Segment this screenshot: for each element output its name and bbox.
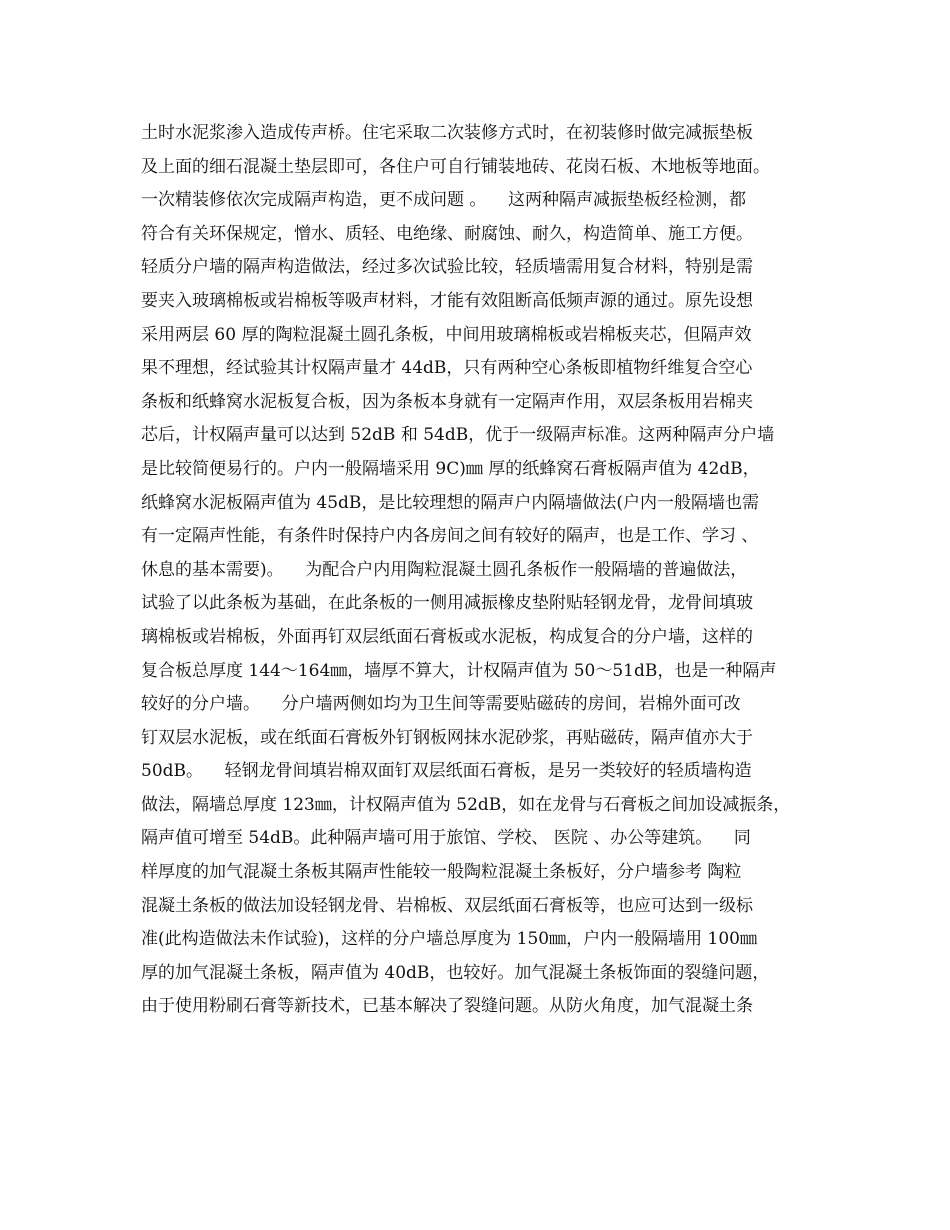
text-line: 复合板总厚度 144～164㎜，墙厚不算大，计权隔声值为 50～51dB，也是一种隔声 <box>141 660 777 681</box>
text-line: 试验了以此条板为基础，在此条板的一侧用减振橡皮垫附贴轻钢龙骨，龙骨间填玻 <box>141 593 753 614</box>
text-line: 钉双层水泥板，或在纸面石膏板外钉钢板网抹水泥砂浆，再贴磁砖，隔声值亦大于 <box>141 727 753 748</box>
text-line: 条板和纸蜂窝水泥板复合板，因为条板本身就有一定隔声作用，双层条板用岩棉夹 <box>141 391 753 412</box>
text-line: 及上面的细石混凝土垫层即可，各住户可自行铺装地砖、花岗石板、木地板等地面。 <box>141 156 770 177</box>
text-line: 璃棉板或岩棉板，外面再钉双层纸面石膏板或水泥板，构成复合的分户墙，这样的 <box>141 626 753 647</box>
text-line: 轻质分户墙的隔声构造做法，经过多次试验比较，轻质墙需用复合材料，特别是需 <box>141 257 753 278</box>
text-line: 符合有关环保规定，憎水、质轻、电绝缘、耐腐蚀、耐久，构造简单、施工方便。 <box>141 223 753 244</box>
text-line: 隔声值可增至 54dB。此种隔声墙可用于旅馆、学校、 医院 、办公等建筑。 同 <box>141 828 751 849</box>
text-line: 做法，隔墙总厚度 123㎜，计权隔声值为 52dB，如在龙骨与石膏板之间加设减振条， <box>141 794 791 815</box>
text-line: 准(此构造做法未作试验)，这样的分户墙总厚度为 150㎜，户内一般隔墙用 100㎜ <box>141 929 757 950</box>
text-line: 厚的加气混凝土条板，隔声值为 40dB，也较好。加气混凝土条板饰面的裂缝问题， <box>141 962 770 983</box>
text-line: 芯后，计权隔声量可以达到 52dB 和 54dB，优于一级隔声标准。这两种隔声分户墙 <box>141 425 775 446</box>
text-line: 一次精装修依次完成隔声构造，更不成问题 。 这两种隔声减振垫板经检测，都 <box>141 190 747 211</box>
text-line: 有一定隔声性能，有条件时保持户内各房间之间有较好的隔声，也是工作、学习 、 <box>141 526 759 547</box>
body-text <box>141 117 841 1024</box>
text-line: 采用两层 60 厚的陶粒混凝土圆孔条板，中间用玻璃棉板或岩棉板夹芯，但隔声效 <box>141 324 752 345</box>
text-line: 50dB。 轻钢龙骨间填岩棉双面钉双层纸面石膏板，是另一类较好的轻质墙构造 <box>141 761 752 782</box>
text-line: 混凝土条板的做法加设轻钢龙骨、岩棉板、双层纸面石膏板等，也应可达到一级标 <box>141 895 753 916</box>
text-line: 要夹入玻璃棉板或岩棉板等吸声材料，才能有效阻断高低频声源的通过。原先设想 <box>141 290 753 311</box>
text-line: 果不理想，经试验其计权隔声量才 44dB，只有两种空心条板即植物纤维复合空心 <box>141 358 753 379</box>
text-line: 休息的基本需要)。 为配合户内用陶粒混凝土圆孔条板作一般隔墙的普遍做法， <box>141 559 748 580</box>
text-line: 由于使用粉刷石膏等新技术，已基本解决了裂缝问题。从防火角度，加气混凝土条 <box>141 996 753 1017</box>
text-line: 是比较简便易行的。户内一般隔墙采用 9C)㎜ 厚的纸蜂窝石膏板隔声值为 42dB， <box>141 458 760 479</box>
text-line: 纸蜂窝水泥板隔声值为 45dB，是比较理想的隔声户内隔墙做法(户内一般隔墙也需 <box>141 492 760 513</box>
text-line: 土时水泥浆渗入造成传声桥。住宅采取二次装修方式时，在初装修时做完减振垫板 <box>141 123 753 143</box>
text-line: 样厚度的加气混凝土条板其隔声性能较一般陶粒混凝土条板好，分户墙参考 陶粒 <box>141 862 742 883</box>
text-line: 较好的分户墙。 分户墙两侧如均为卫生间等需要贴磁砖的房间，岩棉外面可改 <box>141 694 741 715</box>
